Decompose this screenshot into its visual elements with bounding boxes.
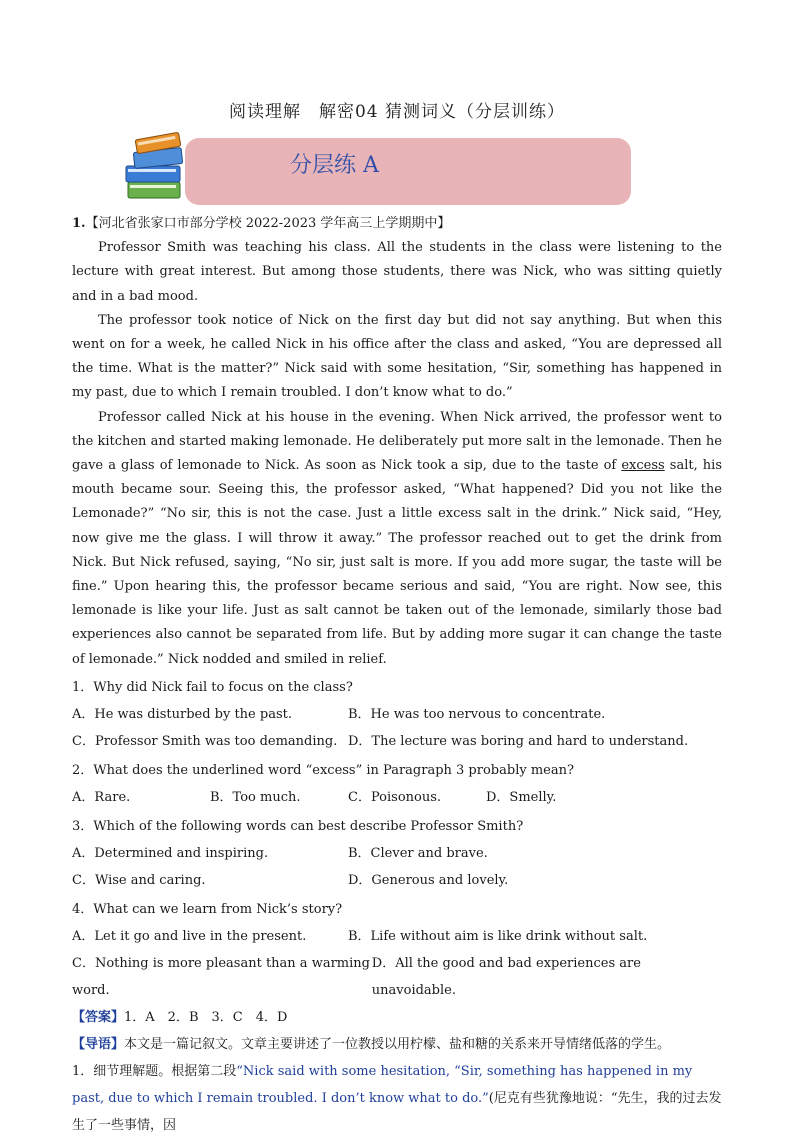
option-d: D．Smelly. bbox=[486, 789, 557, 805]
answer-line bbox=[72, 1004, 722, 1031]
question-3-options-row-2 bbox=[72, 867, 722, 894]
option-c: C．Wise and caring. bbox=[72, 872, 206, 888]
option-c: C．Poisonous. bbox=[348, 789, 442, 805]
question-4: 4．What can we learn from Nick’s story? bbox=[72, 901, 343, 917]
option-a: A．Determined and inspiring. bbox=[72, 845, 269, 861]
source-text: 【河北省张家口市部分学校 2022-2023 学年高三上学期期中】 bbox=[85, 216, 451, 231]
question-2-options bbox=[72, 784, 722, 811]
question-source bbox=[72, 212, 722, 236]
question-4-options-row-1 bbox=[72, 923, 722, 950]
explanation-quote: “Nick said with some hesitation, “Sir, something has happened in my past, due to which I remain troubled. I don’t know what to do.” bbox=[72, 1063, 693, 1106]
option-b: B．Life without aim is like drink without salt. bbox=[348, 928, 648, 944]
banner-title: 分层练 A bbox=[290, 153, 379, 178]
guide-line bbox=[72, 1031, 722, 1058]
section-banner bbox=[185, 138, 631, 205]
explanation-translation: (尼克有些犹豫地说：“先生，我的过去发生了一些事情，因 bbox=[72, 1090, 722, 1133]
answer-label: 【答案】 bbox=[72, 1009, 125, 1025]
option-a: A．Let it go and live in the present. bbox=[72, 928, 307, 944]
option-b: B．Clever and brave. bbox=[348, 845, 488, 861]
page-title: 阅读理解 解密04 猜测词义（分层训练） bbox=[228, 102, 566, 122]
content bbox=[72, 212, 722, 1139]
option-c: C．Nothing is more pleasant than a warming word. bbox=[72, 955, 370, 998]
explanation-lead: 1．细节理解题。根据第二段 bbox=[72, 1063, 237, 1079]
option-a: A．He was disturbed by the past. bbox=[72, 706, 292, 722]
option-b: B．Too much. bbox=[210, 789, 301, 805]
underlined-word: excess bbox=[621, 458, 665, 474]
option-d: D．All the good and bad experiences are unavoidable. bbox=[371, 955, 641, 998]
question-1-options-row-1 bbox=[72, 701, 722, 728]
question-4-options-row-2 bbox=[72, 950, 722, 1004]
option-c: C．Professor Smith was too demanding. bbox=[72, 733, 338, 749]
option-d: D．The lecture was boring and hard to understand. bbox=[348, 733, 689, 749]
source-number: 1. bbox=[72, 216, 86, 231]
guide-text: 本文是一篇记叙文。文章主要讲述了一位教授以用柠檬、盐和糖的关系来开导情绪低落的学生。 bbox=[124, 1036, 671, 1052]
question-1: 1．Why did Nick fail to focus on the class? bbox=[72, 679, 353, 695]
passage-paragraph-1: Professor Smith was teaching his class. All the students in the class were listening to the lecture with great interest. But among those students, there was Nick, who was sitting quietly and in a bad mood. bbox=[72, 240, 722, 304]
passage-paragraph-2: The professor took notice of Nick on the first day but did not say anything. But when this went on for a week, he called Nick in his office after the class and asked, “You are depressed all the time. What is the matter?” Nick said with some hesitation, “Sir, something has happened in my past, due to which I remain troubled. I don’t know what to do.” bbox=[72, 312, 722, 401]
question-1-options-row-2 bbox=[72, 728, 722, 755]
option-d: D．Generous and lovely. bbox=[348, 872, 509, 888]
guide-label: 【导语】 bbox=[72, 1036, 125, 1052]
passage-paragraph-3 bbox=[72, 406, 722, 672]
question-3-options-row-1 bbox=[72, 840, 722, 867]
question-3: 3．Which of the following words can best describe Professor Smith? bbox=[72, 818, 524, 834]
p3-after: salt, his mouth became sour. Seeing this, the professor asked, “What happened? Did you not like the Lemonade?” “No sir, this is not the case. Just a little excess salt in the drink.” Nick said, “Hey, now give me the glass. I will throw it away.” The professor reached out to get the drink from Nick. But Nick refused, saying, “No sir, just salt is more. If you add more sugar, the taste will be fine.” Upon hearing this, the professor became serious and said, “You are right. Now see, this lemonade is like your life. Just as salt cannot be taken out of the lemonade, similarly those bad experiences also cannot be separated from life. But by adding more sugar it can change the taste of lemonade.” Nick nodded and smiled in relief. bbox=[72, 458, 722, 667]
explanation bbox=[72, 1058, 722, 1139]
p3-before: Professor called Nick at his house in the evening. When Nick arrived, the professor went to the kitchen and started making lemonade. He deliberately put more salt in the lemonade. Then he gave a glass of lemonade to Nick. As soon as Nick took a sip, due to the taste of bbox=[72, 409, 722, 474]
option-a: A．Rare. bbox=[72, 789, 131, 805]
books-icon bbox=[124, 132, 186, 204]
answer-text: 1．A 2．B 3．C 4．D bbox=[124, 1009, 288, 1025]
question-2: 2．What does the underlined word “excess” in Paragraph 3 probably mean? bbox=[72, 762, 574, 778]
option-b: B．He was too nervous to concentrate. bbox=[348, 706, 606, 722]
